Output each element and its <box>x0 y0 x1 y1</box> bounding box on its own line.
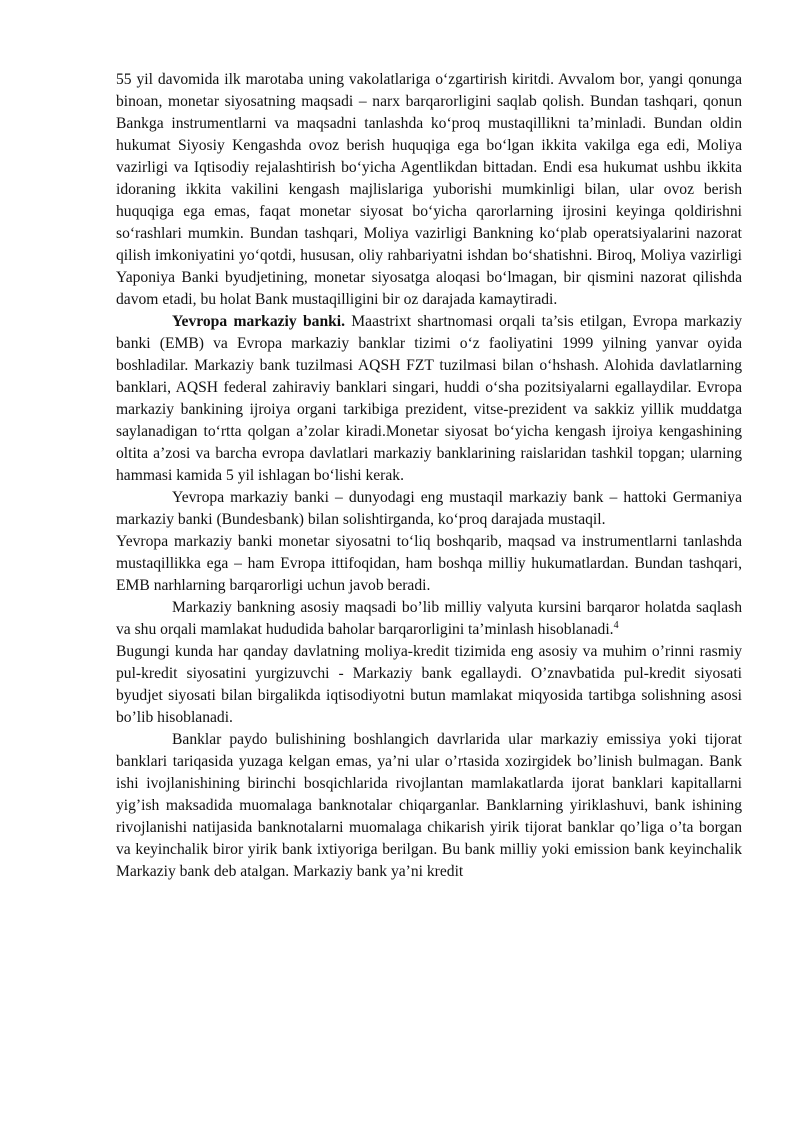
paragraph-ecb-independence: Yevropa markaziy banki – dunyodagi eng mustaqil markaziy bank – hattoki Germaniya markaziy banki (Bundesbank) bilan solishtirganda, ko‘proq darajada mustaqil. <box>116 489 742 528</box>
document-page <box>116 69 742 883</box>
paragraph-monetary-policy: Bugungi kunda har qanday davlatning moliya-kredit tizimida eng asosiy va muhim o’rinni rasmiy pul-kredit siyosatini yurgizuvchi - Markaziy bank egallaydi. O’znavbatida pul-kredit siyosati byudjet siyosati bilan birgalikda iqtisodiyotni butun mamlakat miqyosida tartibga solishning asosi bo’lib hisoblanadi. <box>116 643 742 726</box>
paragraph-ecb-policy: Yevropa markaziy banki monetar siyosatni to‘liq boshqarib, maqsad va instrumentlarni tanlashda mustaqillikka ega – ham Evropa ittifoqidan, ham boshqa milliy hukumatlardan. Bundan tashqari, EMB narhlarning barqarorligi uchun javob beradi. <box>116 533 742 594</box>
paragraph-ecb-intro <box>116 311 742 487</box>
paragraph-bank-history: Banklar paydo bulishining boshlangich davrlarida ular markaziy emissiya yoki tijorat banklari tariqasida yuzaga kelgan emas, ya’ni ular o’rtasida xozirgidek bo’linish bulmagan. Bank ishi ivojlanishining birinchi bosqichlarida rivojlantan mamlakatlarda ijorat banklari kapitallarni yig’ish maksadida muomalaga banknotalar chiqarganlar. Banklarning yiriklashuvi, bank ishining rivojlanishi natijasida banknotalarni muomalaga chikarish yirik tijorat banklar qo’liga o’ta borgan va keyinchalik biror yirik bank ixtiyoriga berilgan. Bu bank milliy yoki emission bank keyinchalik Markaziy bank deb atalgan. Markaziy bank ya’ni kredit <box>116 731 742 880</box>
paragraph-bank-of-japan-reform: 55 yil davomida ilk marotaba uning vakolatlariga o‘zgartirish kiritdi. Avvalom bor, yangi qonunga binoan, monetar siyosatning maqsadi – narx barqarorligini saqlab qolish. Bundan tashqari, qonun Bankga instrumentlarni va maqsadni tanlashda ko‘proq mustaqillikni ta’minladi. Bundan oldin hukumat Siyosiy Kengashda ovoz berish huquqiga ega bo‘lgan ikkita vakilga ega edi, Moliya vazirligi va Iqtisodiy rejalashtirish bo‘yicha Agentlikdan bittadan. Endi esa hukumat ushbu ikkita idoraning ikkita vakilini kengash majlislariga yuborishi mumkinligi bilan, ular ovoz berish huquqiga ega emas, faqat monetar siyosat bo‘yicha qarorlarning ijrosini keyinga qoldirishni so‘rashlari mumkin. Bundan tashqari, Moliya vazirligi Bankning ko‘plab operatsiyalarini nazorat qilish imkoniyatini yo‘qotdi, hususan, oliy rahbariyatni ishdan bo‘shatishni. Biroq, Moliya vazirligi Yaponiya Banki byudjetining, monetar siyosatga aloqasi bo‘lmagan, bir qismini nazorat qilishda davom etadi, bu holat Bank mustaqilligini bir oz darajada kamaytiradi. <box>116 71 742 308</box>
paragraph-central-bank-goal-text: Markaziy bankning asosiy maqsadi bo’lib milliy valyuta kursini barqaror holatda saqlash va shu orqali mamlakat hududida baholar barqarorligini ta’minlash hisoblanadi. <box>116 599 742 638</box>
footnote-marker: 4 <box>613 619 619 631</box>
paragraph-central-bank-goal <box>116 597 742 641</box>
paragraph-ecb-intro-text: Maastrixt shartnomasi orqali ta’sis etilgan, Evropa markaziy banki (EMB) va Evropa markaziy banklar tizimi o‘z faoliyatini 1999 yilning yanvar oyida boshladilar. Markaziy bank tuzilmasi AQSH FZT tuzilmasi bilan o‘hshash. Alohida davlatlarning banklari, AQSH federal zahiraviy banklari singari, huddi o‘sha pozitsiyalarni egallaydilar. Evropa markaziy bankining ijroiya organi tarkibiga prezident, vitse-prezident va sakkiz yillik muddatga saylanadigan to‘rtta qolgan a’zolar kiradi.Monetar siyosat bo‘yicha kengash ijroiya kengashining oltita a’zosi va barcha evropa davlatlari markaziy banklarining raislaridan tashkil topgan; ularning hammasi kamida 5 yil ishlagan bo‘lishi kerak. <box>116 313 742 484</box>
section-heading-ecb: Yevropa markaziy banki. <box>172 313 346 330</box>
